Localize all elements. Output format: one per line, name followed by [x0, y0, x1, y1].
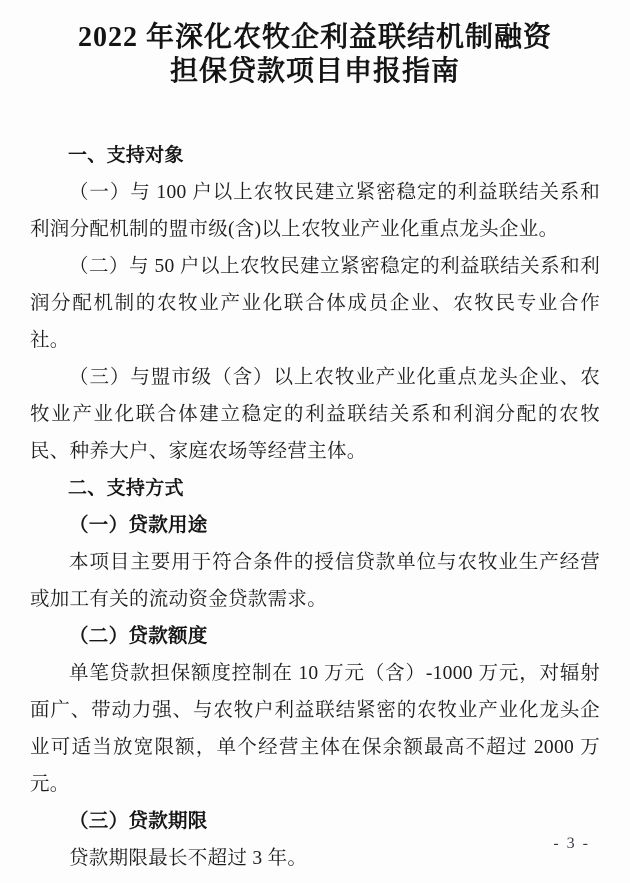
subheading-loan-amount: （二）贷款额度 — [69, 626, 208, 647]
document-title — [0, 0, 630, 89]
paragraph-target-item-1: （一）与 100 户以上农牧民建立紧密稳定的利益联结关系和利润分配机制的盟市级(含)以上农牧业产业化重点龙头企业。 — [30, 182, 600, 240]
document-title-line-2: 担保贷款项目申报指南 — [169, 56, 460, 87]
subheading-loan-term: （三）贷款期限 — [69, 811, 208, 832]
paragraph-loan-amount: 单笔贷款担保额度控制在 10 万元（含）-1000 万元，对辐射面广、带动力强、与农牧户利益联结紧密的农牧业产业化龙头企业可适当放宽限额，单个经营主体在保余额最高不超过 2000 万元。 — [30, 663, 600, 795]
paragraph-target-item-2: （二）与 50 户以上农牧民建立紧密稳定的利益联结关系和利润分配机制的农牧业产业化联合体成员企业、农牧民专业合作社。 — [30, 256, 600, 351]
document-body — [30, 137, 600, 877]
paragraph-target-item-3: （三）与盟市级（含）以上农牧业产业化重点龙头企业、农牧业产业化联合体建立稳定的利益联结关系和利润分配的农牧民、种养大户、家庭农场等经营主体。 — [30, 367, 600, 462]
page-number: - 3 - — [553, 835, 590, 852]
document-title-line-1: 2022 年深化农牧企利益联结机制融资 — [77, 22, 552, 53]
heading-support-targets: 一、支持对象 — [68, 145, 184, 166]
paragraph-loan-purpose: 本项目主要用于符合条件的授信贷款单位与农牧业生产经营或加工有关的流动资金贷款需求。 — [30, 552, 600, 610]
subheading-loan-purpose: （一）贷款用途 — [69, 515, 208, 536]
heading-support-methods: 二、支持方式 — [68, 478, 184, 499]
paragraph-loan-term: 贷款期限最长不超过 3 年。 — [69, 848, 308, 869]
